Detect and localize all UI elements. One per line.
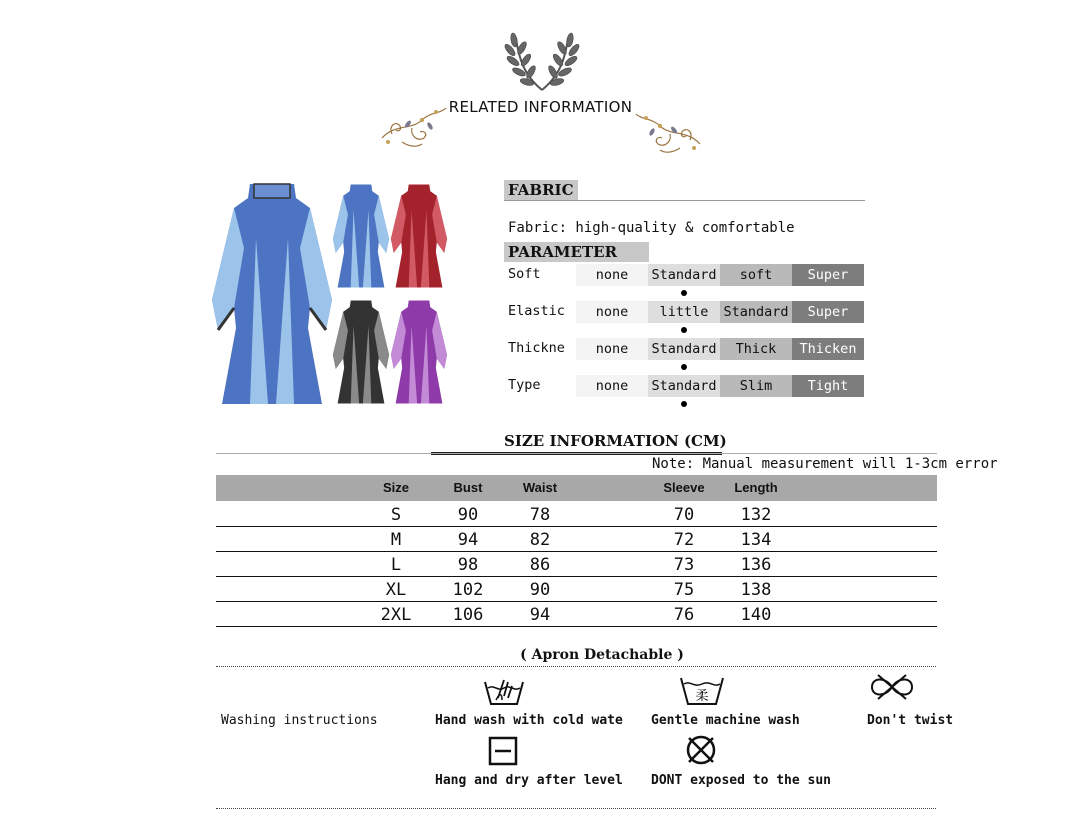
selected-indicator-dot [681,364,687,370]
dress-blue-thumbnail [332,180,390,292]
dress-black-thumbnail [332,296,390,408]
param-option: Standard [648,264,720,286]
bust-cell: 106 [452,605,484,625]
gentle-machine-wash-label: Gentle machine wash [651,713,800,728]
size-cell: L [390,555,402,575]
dress-red-thumbnail [390,180,448,292]
laurel-wreath-icon [500,30,584,92]
param-row-elastic [504,301,865,323]
sleeve-cell: 72 [673,530,695,550]
sleeve-cell: 76 [673,605,695,625]
length-cell: 136 [740,555,772,575]
param-option: none [576,264,648,286]
bust-cell: 98 [457,555,479,575]
size-cell: M [390,530,402,550]
size-divider [216,453,937,454]
param-option: none [576,301,648,323]
gentle-machine-wash-icon [678,672,726,710]
bust-cell: 94 [457,530,479,550]
parameter-heading: PARAMETER [504,242,649,262]
no-sun-label: DONT exposed to the sun [651,773,832,788]
selected-indicator-dot [681,290,687,296]
fabric-heading: FABRIC [504,180,578,200]
param-option: Super [792,301,864,323]
length-cell: 140 [740,605,772,625]
do-not-twist-label: Don't twist [867,713,954,728]
param-option: Slim [720,375,792,397]
waist-cell: 94 [529,605,551,625]
selected-indicator-dot [681,327,687,333]
bust-cell: 90 [457,505,479,525]
length-cell: 134 [740,530,772,550]
size-cell: XL [385,580,407,600]
size-cell: 2XL [380,605,412,625]
param-label: Elastic [508,303,565,319]
do-not-twist-icon [866,673,918,701]
table-row [216,602,937,627]
param-option: Tight [792,375,864,397]
table-row [216,502,937,527]
fabric-divider [504,200,865,201]
dress-purple-thumbnail [390,296,448,408]
column-header: Waist [522,480,558,495]
waist-cell: 90 [529,580,551,600]
param-option: none [576,338,648,360]
sleeve-cell: 75 [673,580,695,600]
selected-indicator-dot [681,401,687,407]
size-note: Note: Manual measurement will 1-3cm error [652,456,998,472]
length-cell: 138 [740,580,772,600]
length-cell: 132 [740,505,772,525]
product-image-gallery [210,178,454,410]
waist-cell: 78 [529,505,551,525]
param-row-soft [504,264,865,286]
param-option: little [648,301,720,323]
apron-note: ( Apron Detachable ) [520,647,684,663]
bust-cell: 102 [452,580,484,600]
washing-bottom-divider [216,808,936,809]
section-title: RELATED INFORMATION [448,98,633,116]
gentle-glyph: 柔 [695,689,709,704]
hang-dry-label: Hang and dry after level [435,773,623,788]
param-row-thickness [504,338,865,360]
sleeve-cell: 73 [673,555,695,575]
param-option: soft [720,264,792,286]
column-header: Sleeve [663,480,705,495]
param-option: Super [792,264,864,286]
table-row [216,577,937,602]
size-table-header [216,475,937,501]
param-label: Soft [508,266,541,282]
param-option: Standard [648,338,720,360]
param-option: Thick [720,338,792,360]
column-header: Bust [453,480,483,495]
param-option: Standard [648,375,720,397]
hand-wash-icon [482,676,526,708]
hand-wash-label: Hand wash with cold wate [435,713,623,728]
washing-label: Washing instructions [221,713,378,728]
column-header: Size [382,480,409,495]
table-row [216,527,937,552]
param-option: none [576,375,648,397]
param-row-type [504,375,865,397]
param-label: Type [508,377,541,393]
table-row [216,552,937,577]
param-label: Thickne [508,340,565,356]
waist-cell: 82 [529,530,551,550]
washing-top-divider [216,666,936,667]
column-header: Length [734,480,778,495]
param-option: Standard [720,301,792,323]
dress-main-image [210,178,334,410]
fabric-text: Fabric: high-quality & comfortable [508,220,795,236]
hang-dry-icon [487,735,519,767]
size-info-heading: SIZE INFORMATION (CM) [504,432,727,450]
no-sun-icon [684,733,718,767]
waist-cell: 86 [529,555,551,575]
param-option: Thicken [792,338,864,360]
sleeve-cell: 70 [673,505,695,525]
size-cell: S [390,505,402,525]
